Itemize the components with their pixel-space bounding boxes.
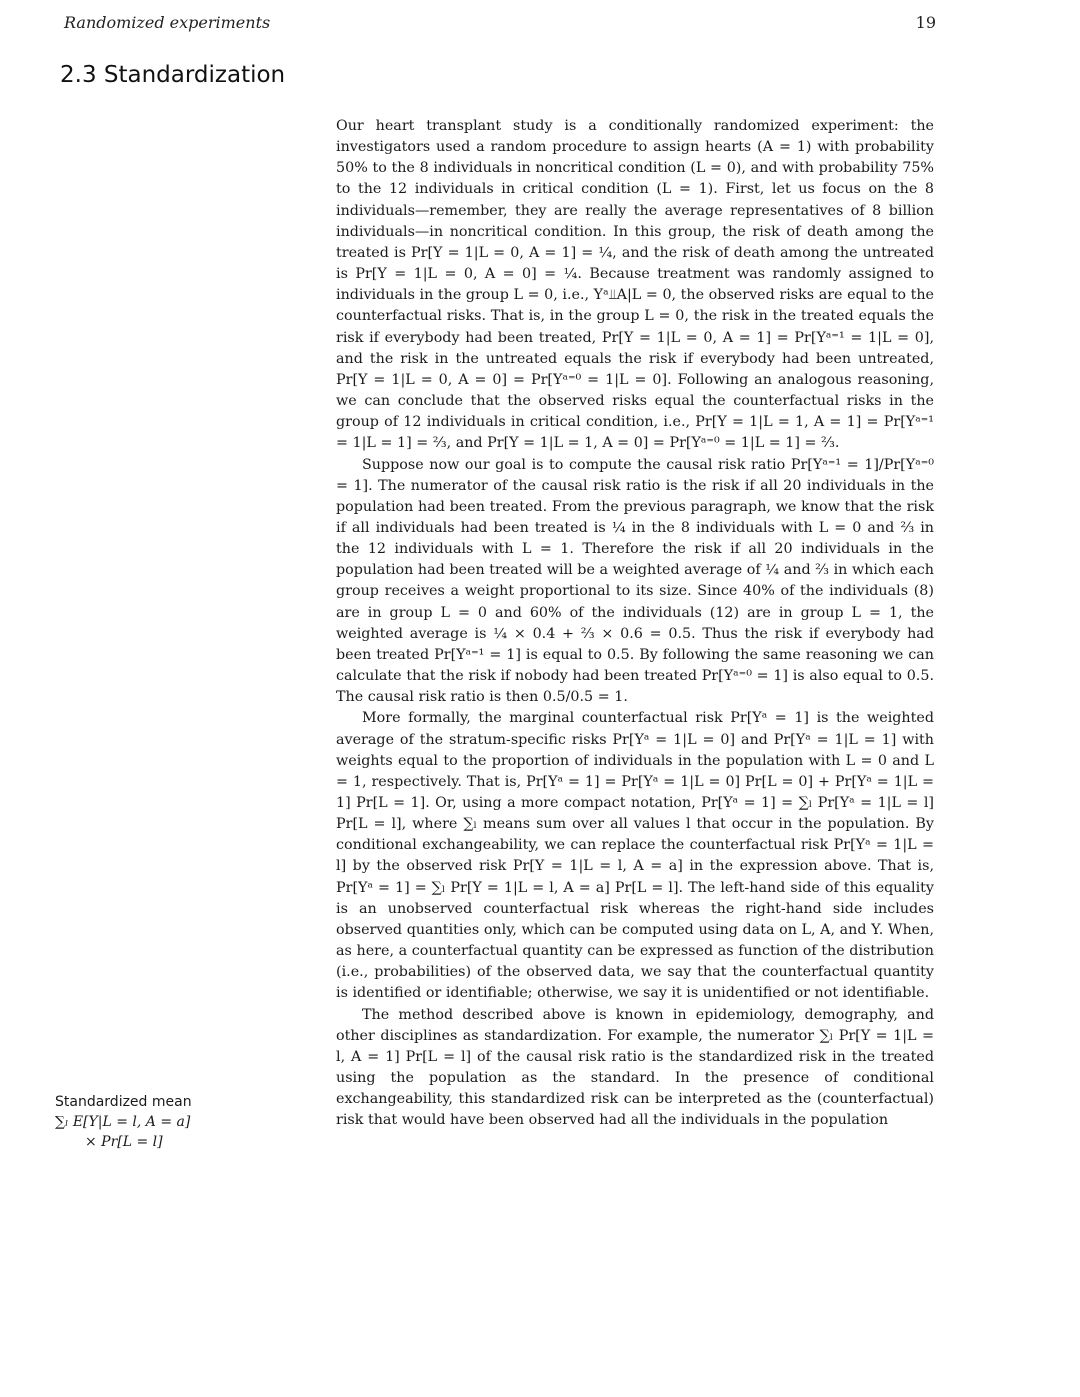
- margin-note-title: Standardized mean: [55, 1094, 192, 1110]
- page-number: 19: [915, 13, 936, 32]
- margin-note: [55, 1092, 227, 1152]
- paragraph-3: More formally, the marginal counterfactual risk Pr[Yᵃ = 1] is the weighted average of the stratum-specific risks Pr[Yᵃ = 1|L = 0] and Pr[Yᵃ = 1|L = 1] with weights equal to the proportion of individuals in the population with L = 0 and L = 1, respectively. That is, Pr[Yᵃ = 1] = Pr[Yᵃ = 1|L = 0] Pr[L = 0] + Pr[Yᵃ = 1|L = 1] Pr[L = 1]. Or, using a more compact notation, Pr[Yᵃ = 1] = ∑ₗ Pr[Yᵃ = 1|L = l] Pr[L = l], where ∑ₗ means sum over all values l that occur in the population. By conditional exchangeability, we can replace the counterfactual risk Pr[Yᵃ = 1|L = l] by the observed risk Pr[Y = 1|L = l, A = a] in the expression above. That is, Pr[Yᵃ = 1] = ∑ₗ Pr[Y = 1|L = l, A = a] Pr[L = l]. The left-hand side of this equality is an unobserved counterfactual risk whereas the right-hand side includes observed quantities only, which can be computed using data on L, A, and Y. When, as here, a counterfactual quantity can be expressed as function of the distribution (i.e., probabilities) of the observed data, we say that the counterfactual quantity is identified or identifiable; otherwise, we say it is unidentified or not identifiable.: [336, 710, 934, 1002]
- paragraph-4: The method described above is known in epidemiology, demography, and other disciplines as standardization. For example, the numerator ∑ₗ Pr[Y = 1|L = l, A = 1] Pr[L = l] of the causal risk ratio is the standardized risk in the treated using the population as the standard. In the presence of conditional exchangeability, this standardized risk can be interpreted as the (counterfactual) risk that would have been observed had all the individuals in the population: [336, 1006, 934, 1129]
- running-title: Randomized experiments: [64, 13, 271, 32]
- running-header: [0, 0, 1080, 50]
- paragraph-2: Suppose now our goal is to compute the causal risk ratio Pr[Yᵃ⁼¹ = 1]/Pr[Yᵃ⁼⁰ = 1]. The numerator of the causal risk ratio is the risk if all 20 individuals in the population had been treated. From the previous paragraph, we know that the risk if all individuals had been treated is ¼ in the 8 individuals with L = 0 and ⅔ in the 12 individuals with L = 1. Therefore the risk if all 20 individuals in the population had been treated will be a weighted average of ¼ and ⅔ in which each group receives a weight proportional to its size. Since 40% of the individuals (8) are in group L = 0 and 60% of the individuals (12) are in group L = 1, the weighted average is ¼ × 0.4 + ⅔ × 0.6 = 0.5. Thus the risk if everybody had been treated Pr[Yᵃ⁼¹ = 1] is equal to 0.5. By following the same reasoning we can calculate that the risk if nobody had been treated Pr[Yᵃ⁼⁰ = 1] is also equal to 0.5. The causal risk ratio is then 0.5/0.5 = 1.: [336, 456, 934, 706]
- main-text-column: [336, 116, 934, 1132]
- margin-note-formula-continuation: × Pr[L = l]: [85, 1134, 163, 1150]
- section-heading: 2.3 Standardization: [60, 62, 286, 88]
- paragraph-1: Our heart transplant study is a conditionally randomized experiment: the investigators used a random procedure to assign hearts (A = 1) with probability 50% to the 8 individuals in noncritical condition (L = 0), and with probability 75% to the 12 individuals in critical condition (L = 1). First, let us focus on the 8 individuals—remember, they are really the average representatives of 8 billion individuals—in noncritical condition. In this group, the risk of death among the treated is Pr[Y = 1|L = 0, A = 1] = ¼, and the risk of death among the untreated is Pr[Y = 1|L = 0, A = 0] = ¼. Because treatment was randomly assigned to individuals in the group L = 0, i.e., Yᵃ⫫A|L = 0, the observed risks are equal to the counterfactual risks. That is, in the group L = 0, the risk in the treated equals the risk if everybody had been treated, Pr[Y = 1|L = 0, A = 1] = Pr[Yᵃ⁼¹ = 1|L = 0], and the risk in the untreated equals the risk if everybody had been untreated, Pr[Y = 1|L = 0, A = 0] = Pr[Yᵃ⁼⁰ = 1|L = 0]. Following an analogous reasoning, we can conclude that the observed risks equal the counterfactual risks in the group of 12 individuals in critical condition, i.e., Pr[Y = 1|L = 1, A = 1] = Pr[Yᵃ⁼¹ = 1|L = 1] = ⅔, and Pr[Y = 1|L = 1, A = 0] = Pr[Yᵃ⁼⁰ = 1|L = 1] = ⅔.: [336, 118, 934, 452]
- margin-note-formula: ∑ₗ E[Y|L = l, A = a]: [55, 1114, 191, 1130]
